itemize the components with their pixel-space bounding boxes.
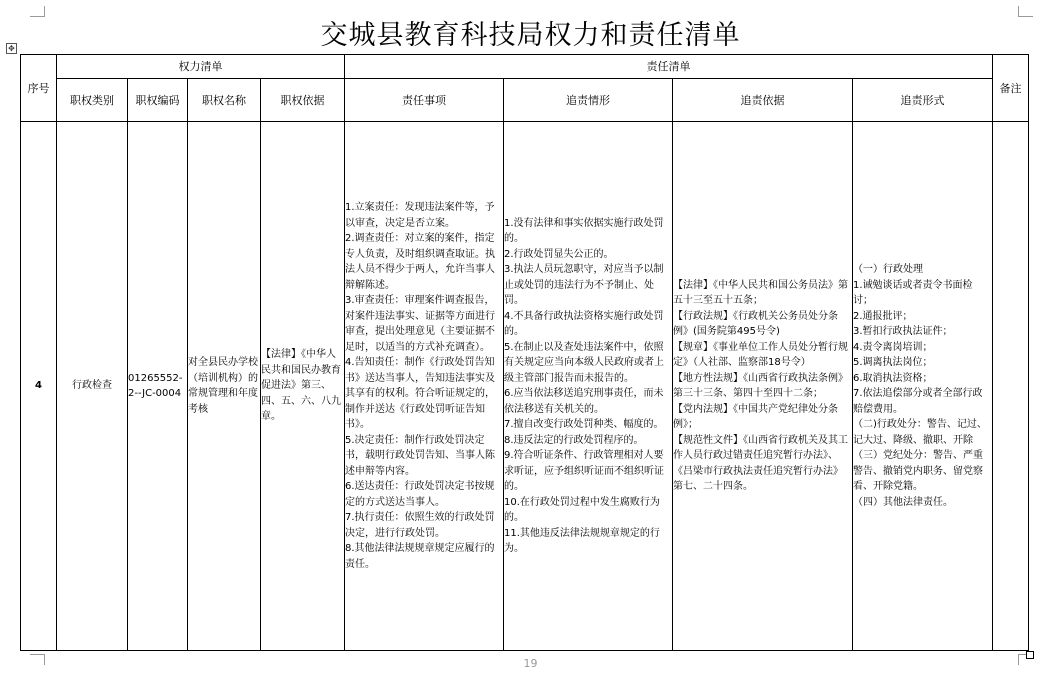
list-item: 2.调查责任：对立案的案件，指定专人负责，及时组织调查取证。执法人员不得少于两人，允许当事人辩解陈述。 xyxy=(345,233,495,291)
row-accountability-forms xyxy=(853,122,993,651)
header-power-type: 职权类别 xyxy=(57,79,128,122)
list-item: 3.执法人员玩忽职守，对应当予以制止或处罚的违法行为不予制止、处罚。 xyxy=(504,264,664,306)
header-accountability-cases: 追责情形 xyxy=(504,79,673,122)
list-item: 2.行政处罚显失公正的。 xyxy=(504,248,614,260)
document-title: 交城县教育科技局权力和责任清单 xyxy=(320,20,741,51)
row-remark xyxy=(993,122,1029,651)
header-seq: 序号 xyxy=(21,55,57,122)
list-item: 5.决定责任：制作行政处罚决定书，载明行政处罚告知、当事人陈述申辩等内容。 xyxy=(345,434,495,477)
header-power-group: 权力清单 xyxy=(57,55,345,79)
power-responsibility-table xyxy=(20,54,1029,651)
list-item: 6.取消执法资格； xyxy=(853,372,933,384)
list-item: 1.没有法律和事实依据实施行政处罚的。 xyxy=(504,217,664,244)
list-item: 4.告知责任：制作《行政处罚告知书》送达当事人，告知违法事实及其享有的权利。符合听证规定的，制作并送达《行政处罚听证告知书》。 xyxy=(345,357,495,430)
list-item: （二)行政处分：警告、记过、记大过、降级、撤职、开除 xyxy=(853,419,987,446)
page-number: 19 xyxy=(523,657,538,670)
header-power-name: 职权名称 xyxy=(188,79,261,122)
list-item: 【行政法规】《行政机关公务员处分条例》(国务院第495号令) xyxy=(673,310,838,337)
row-power-basis: 【法律】《中华人民共和国民办教育促进法》第三、四、五、六、八九章。 xyxy=(261,122,345,651)
row-accountability-basis xyxy=(673,122,853,651)
list-item: 【地方性法规】《山西省行政执法条例》第三十三条、第四十至四十二条； xyxy=(673,372,848,399)
list-item: 【规章】《事业单位工作人员处分暂行规定》（人社部、监察部18号令） xyxy=(673,341,848,368)
row-duty-items xyxy=(345,122,504,651)
row-seq: 4 xyxy=(21,122,57,651)
list-item: 2.通报批评； xyxy=(853,310,913,322)
crop-mark-top-left xyxy=(30,6,45,17)
list-item: 9.符合听证条件、行政管理相对人要求听证，应予组织听证而不组织听证的。 xyxy=(504,450,664,492)
list-item: 1.立案责任：发现违法案件等，予以审查，决定是否立案。 xyxy=(345,202,495,229)
list-item: 3.暂扣行政执法证件； xyxy=(853,326,953,337)
header-remark: 备注 xyxy=(993,55,1029,122)
list-item: 8.其他法律法规规章规定应履行的责任。 xyxy=(345,543,495,570)
list-item: 4.不具备行政执法资格实施行政处罚的。 xyxy=(504,310,664,337)
list-item: 5.在制止以及查处违法案件中，依照有关规定应当向本级人民政府或者上级主管部门报告而未报告的。 xyxy=(504,341,664,384)
list-item: 7.擅自改变行政处罚种类、幅度的。 xyxy=(504,419,664,430)
list-item: 6.应当依法移送追究刑事责任，而未依法移送有关机关的。 xyxy=(504,388,664,415)
list-item: 5.调离执法岗位； xyxy=(853,357,933,368)
header-duty-group: 责任清单 xyxy=(345,55,993,79)
list-item: 10.在行政处罚过程中发生腐败行为的。 xyxy=(504,496,660,523)
header-duty-items: 责任事项 xyxy=(345,79,504,122)
list-item: 6.送达责任：行政处罚决定书按规定的方式送达当事人。 xyxy=(345,481,495,508)
list-item: 7.执行责任：依照生效的行政处罚决定，进行行政处罚。 xyxy=(345,512,495,539)
list-item: 11.其他违反法律法规规章规定的行为。 xyxy=(504,527,660,554)
header-accountability-basis: 追责依据 xyxy=(673,79,853,122)
crop-mark-top-right xyxy=(1018,6,1033,17)
list-item: （四）其他法律责任。 xyxy=(853,496,953,508)
list-item: 8.违反法定的行政处罚程序的。 xyxy=(504,434,644,446)
list-item: 7.依法追偿部分或者全部行政赔偿费用。 xyxy=(853,388,983,415)
header-accountability-forms: 追责形式 xyxy=(853,79,993,122)
row-power-code: 01265552-2--JC-0004 xyxy=(128,122,188,651)
list-item: 【党内法规】《中国共产党纪律处分条例》； xyxy=(673,403,838,430)
header-power-code: 职权编码 xyxy=(128,79,188,122)
row-power-type: 行政检查 xyxy=(57,122,128,651)
table-row xyxy=(21,122,1029,651)
list-item: （三）党纪处分：警告、严重警告、撤销党内职务、留党察看、开除党籍。 xyxy=(853,450,983,492)
row-power-name: 对全县民办学校（培训机构）的常规管理和年度考核 xyxy=(188,122,261,651)
table-move-handle-icon[interactable]: ✥ xyxy=(6,43,17,54)
list-item: 【法律】《中华人民共和国公务员法》第五十三至五十五条； xyxy=(673,279,848,306)
row-accountability-cases xyxy=(504,122,673,651)
list-item: 1.诫勉谈话或者责令书面检讨； xyxy=(853,279,973,306)
list-item: 【规范性文件】《山西省行政机关及其工作人员行政过错责任追究暂行办法》、《吕梁市行政执法责任追究暂行办法》第七、二十四条。 xyxy=(673,434,848,492)
list-item: （一）行政处理 xyxy=(853,264,923,275)
header-power-basis: 职权依据 xyxy=(261,79,345,122)
list-item: 4.责令离岗培训； xyxy=(853,341,933,353)
list-item: 3.审查责任：审理案件调查报告，对案件违法事实、证据等方面进行审查，提出处理意见（主要证据不足时，以适当的方式补充调查）。 xyxy=(345,295,495,353)
